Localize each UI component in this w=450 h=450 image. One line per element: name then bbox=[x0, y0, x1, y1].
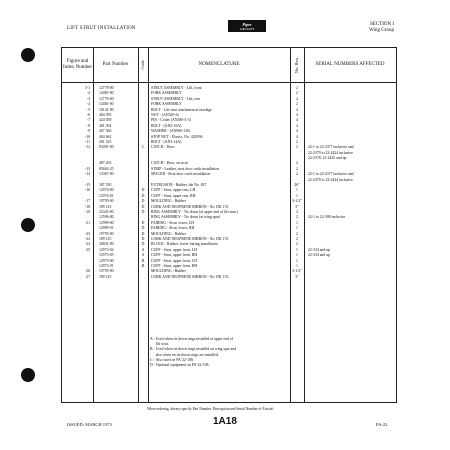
part-number-cell: 189 125 bbox=[99, 274, 112, 279]
serial-cell: 22-1 to 22-2377 inclusive and bbox=[308, 145, 354, 150]
nomenclature-cell: CORK AND NEOPRENE RIBBON - No. DK 153 bbox=[151, 274, 229, 279]
part-number-cell: 13367-00 bbox=[99, 172, 114, 177]
part-number-cell: 12999-01 bbox=[99, 226, 114, 231]
part-number-cell: 20831-00 bbox=[99, 242, 114, 247]
header-code-cell bbox=[138, 48, 148, 82]
serial-cell: 22-334 and up bbox=[308, 247, 330, 252]
nomenclature-cell: NUT - (AN320-6) bbox=[151, 112, 179, 117]
qty-cell: 2 bbox=[296, 172, 298, 177]
index-cell: -25 bbox=[84, 247, 90, 252]
page-title: LIFT STRUT INSTALLATION bbox=[67, 26, 136, 31]
part-number-cell: 401 394 bbox=[99, 123, 112, 128]
qty-cell: 2 bbox=[296, 102, 298, 107]
nomenclature-cell: MOULDING - Rubber bbox=[151, 269, 187, 274]
index-cell: -4 bbox=[86, 102, 90, 107]
nomenclature-cell: WASHER - (AN960-316) bbox=[151, 129, 191, 134]
nomenclature-cell: CATCH - Door, on strut bbox=[151, 161, 188, 166]
nomenclature-cell: FAIRING - Strut, lower, LH bbox=[151, 220, 195, 225]
qty-cell: 2 bbox=[296, 231, 298, 236]
piper-logo bbox=[228, 20, 266, 32]
qty-cell: 1 bbox=[296, 226, 298, 231]
qty-cell: 4 bbox=[296, 107, 298, 112]
part-number-cell: 407 566 bbox=[99, 129, 112, 134]
code-cell: A bbox=[141, 247, 145, 252]
code-cell: D bbox=[141, 231, 145, 236]
table-body bbox=[62, 86, 396, 280]
parts-table bbox=[61, 47, 397, 403]
part-number-cell: 83491-00 bbox=[99, 145, 114, 150]
binder-hole-bottom bbox=[21, 368, 35, 382]
index-cell: -17 bbox=[84, 199, 90, 204]
qty-cell: 1 bbox=[296, 188, 298, 193]
nomenclature-cell: STRUT ASSEMBLY - Lift, rear bbox=[151, 96, 201, 101]
index-cell: -3 bbox=[86, 96, 90, 101]
part-number-cell: 187 350 bbox=[99, 183, 112, 188]
index-cell: -15 bbox=[84, 183, 90, 188]
note-line: C - Also used on PA-22-108. bbox=[150, 357, 194, 362]
part-number-cell: 14481-00 bbox=[99, 91, 114, 96]
serial-cell: 22-2379 to 22-2424 inclusive bbox=[308, 150, 353, 155]
header-qty: No. Req. bbox=[294, 56, 299, 74]
index-cell: -19 bbox=[84, 209, 90, 214]
index-cell: -18 bbox=[84, 204, 90, 209]
qty-cell: 2 bbox=[296, 236, 298, 241]
index-cell: -7 bbox=[86, 118, 90, 123]
qty-cell: 4 bbox=[296, 134, 298, 139]
nomenclature-cell: BOLT - (AN3-16A) bbox=[151, 123, 182, 128]
qty-cell: 4 bbox=[296, 112, 298, 117]
qty-cell: 1 bbox=[296, 258, 298, 263]
serial-cell: 22-1 to 22-308 inclusive bbox=[308, 215, 346, 220]
qty-cell: 2 bbox=[296, 86, 298, 90]
nomenclature-cell: FORK ASSEMBLY bbox=[151, 102, 182, 107]
qty-cell: 4 bbox=[296, 118, 298, 123]
part-number-cell: 12973-00 bbox=[99, 258, 114, 263]
index-cell: -14 bbox=[84, 172, 90, 177]
index-cell: -12 bbox=[84, 145, 90, 150]
code-cell: C bbox=[141, 145, 145, 150]
qty-cell: 2 bbox=[296, 215, 298, 220]
header-qty-cell bbox=[290, 48, 304, 82]
qty-cell: 4 bbox=[296, 123, 298, 128]
binder-hole-middle bbox=[21, 218, 35, 232]
qty-cell: 2 bbox=[296, 161, 298, 166]
part-number-cell: 12973-05 bbox=[99, 253, 114, 258]
index-cell: -11 bbox=[85, 139, 90, 144]
part-number-cell: 404 662 bbox=[99, 134, 112, 139]
notes-block bbox=[150, 337, 350, 368]
nomenclature-cell: RING ASSEMBLY - Tie down (at wing spar) bbox=[151, 215, 221, 220]
note-line: B - Used when tie down rings installed on wing spar and bbox=[150, 347, 237, 352]
nomenclature-cell: BOLT - (AN3-14A) bbox=[151, 139, 182, 144]
issue-date: ISSUED: MARCH 1973 bbox=[67, 422, 112, 427]
code-cell: D bbox=[141, 226, 145, 231]
section-label: SECTION I bbox=[369, 22, 394, 27]
index-cell: -10 bbox=[84, 134, 90, 139]
group-label: Wing Group bbox=[369, 28, 394, 33]
nomenclature-cell: MOULDING - Rubber bbox=[151, 199, 187, 204]
qty-cell: 1 bbox=[296, 193, 298, 198]
nomenclature-cell: RING ASSEMBLY - Tie down (at upper end of lift strut) bbox=[151, 209, 238, 214]
nomenclature-cell: PIN - Cotter (AN380-3-3) bbox=[151, 118, 191, 123]
note-line: also when no tie down rings are installed. bbox=[150, 352, 219, 357]
part-number-cell: 19795-00 bbox=[99, 199, 114, 204]
index-cell: -27 bbox=[84, 274, 90, 279]
model-label: PA-22 bbox=[376, 422, 388, 427]
index-cell: -5 bbox=[86, 107, 90, 112]
nomenclature-cell: FAIRING - Strut, lower, RH bbox=[151, 226, 195, 231]
table-row bbox=[62, 275, 396, 280]
qty-cell: 2 bbox=[296, 242, 298, 247]
code-cell: B bbox=[141, 263, 145, 268]
part-number-cell: 19795-00 bbox=[99, 269, 114, 274]
index-cell: 3-1 bbox=[84, 86, 90, 90]
index-cell: -8 bbox=[86, 123, 90, 128]
part-number-cell: 12974-00 bbox=[99, 188, 114, 193]
code-cell: B bbox=[141, 258, 145, 263]
nomenclature-cell: CUFF - Strut, upper front, RH bbox=[151, 263, 198, 268]
nomenclature-cell: MOULDING - Rubber bbox=[151, 231, 187, 236]
table-header bbox=[62, 48, 396, 83]
part-number-cell: 22345-00 bbox=[99, 209, 114, 214]
qty-cell: 2 bbox=[296, 166, 298, 171]
part-number-cell: 85662-25 bbox=[99, 166, 114, 171]
serial-cell: 22-1 to 22-2377 inclusive and bbox=[308, 172, 354, 177]
part-number-cell: 19795-00 bbox=[99, 231, 114, 236]
index-cell: -13 bbox=[84, 166, 90, 171]
nomenclature-cell: CATCH - Door bbox=[151, 145, 175, 150]
note-line: A - Used when tie down rings installed at upper end of bbox=[150, 337, 233, 341]
nomenclature-cell: CUFF - Strut, upper front, RH bbox=[151, 253, 198, 258]
qty-cell: 2 bbox=[296, 139, 298, 144]
code-cell: D bbox=[141, 188, 145, 193]
part-number-cell: 189 125 bbox=[99, 204, 112, 209]
header-nomenclature: NOMENCLATURE bbox=[198, 62, 240, 67]
serial-cell: 22-2379 to 22-2424 inclusive bbox=[308, 177, 353, 182]
part-number-cell: 12973-04 bbox=[99, 247, 114, 252]
qty-cell: 2 bbox=[296, 91, 298, 96]
index-cell: -2 bbox=[86, 91, 90, 96]
qty-cell: 26" bbox=[294, 183, 300, 188]
logo-text-secondary: AIRCRAFT bbox=[239, 26, 255, 31]
serial-cell: 22-2378, 22-2425 and up bbox=[308, 156, 347, 161]
qty-cell: 1 bbox=[296, 220, 298, 225]
part-number-cell: 12776-00 bbox=[99, 96, 114, 101]
header-serial: SERIAL NUMBERS AFFECTED bbox=[315, 62, 385, 67]
index-cell: -6 bbox=[86, 112, 90, 117]
qty-cell: 3" bbox=[295, 274, 299, 279]
binder-hole-top bbox=[21, 48, 35, 62]
nomenclature-cell: SPACER - Strut door catch installation bbox=[151, 172, 211, 177]
qty-cell: 1 bbox=[296, 247, 298, 252]
part-number-cell: 12999-00 bbox=[99, 220, 114, 225]
nomenclature-cell: CORK AND NEOPRENE RIBBON - No. DK 153 bbox=[151, 204, 229, 209]
qty-cell: 2 bbox=[296, 96, 298, 101]
part-number-cell: 14481-00 bbox=[99, 102, 114, 107]
serial-cell: 22-334 and up bbox=[308, 253, 330, 258]
nomenclature-cell: BLOCK - Rubber, lower fairing installation bbox=[151, 242, 218, 247]
qty-cell: 2 bbox=[296, 145, 298, 150]
code-cell: D bbox=[141, 204, 145, 209]
index-cell: -16 bbox=[84, 188, 90, 193]
nomenclature-cell: FORK ASSEMBLY bbox=[151, 91, 182, 96]
qty-cell: 3-1/2" bbox=[292, 199, 302, 204]
ordering-note: When ordering, always specify Part Number, Description and Serial Number of Aircraft bbox=[147, 407, 274, 411]
header-figure-index: Figure and Index Number bbox=[62, 59, 93, 70]
code-cell: A bbox=[141, 253, 145, 258]
section-header bbox=[344, 22, 394, 34]
index-cell: -22 bbox=[84, 236, 90, 241]
nomenclature-cell: CORK AND NEOPRENE RIBBON - No. DK 153 bbox=[151, 236, 229, 241]
nomenclature-cell: CUFF - Strut, upper rear, RH bbox=[151, 193, 196, 198]
part-number-cell: 10141-00 bbox=[99, 107, 114, 112]
qty-cell: 3-1/2" bbox=[292, 269, 302, 274]
microfiche-code: 1A18 bbox=[213, 416, 237, 427]
part-number-cell: 404 395 bbox=[99, 112, 112, 117]
note-line: lift strut. bbox=[150, 342, 169, 347]
part-number-cell: 487 203 bbox=[99, 161, 112, 166]
part-number-cell: 12973-01 bbox=[99, 263, 114, 268]
part-number-cell: 189 125 bbox=[99, 236, 112, 241]
code-cell: D bbox=[141, 220, 145, 225]
index-cell: -24 bbox=[84, 242, 90, 247]
part-number-cell: 12974-01 bbox=[99, 193, 114, 198]
index-cell: -21 bbox=[84, 220, 90, 225]
index-cell: -26 bbox=[84, 269, 90, 274]
nomenclature-cell: BOLT - Lift strut attachment at fuselage bbox=[151, 107, 212, 112]
code-cell: D bbox=[141, 236, 145, 241]
nomenclature-cell: CUFF - Strut, upper front, LH bbox=[151, 247, 197, 252]
index-cell: -9 bbox=[86, 129, 90, 134]
note-line: D - Optional equipment on PA-22-108. bbox=[150, 363, 210, 368]
part-number-cell: 424 058 bbox=[99, 118, 112, 123]
index-cell: -23 bbox=[84, 231, 90, 236]
header-part-number: Part Number bbox=[102, 62, 129, 67]
part-number-cell: 12596-00 bbox=[99, 215, 114, 220]
nomenclature-cell: EXTRUSION - Rubber, die No. 827 bbox=[151, 183, 207, 188]
qty-cell: 3" bbox=[295, 204, 299, 209]
qty-cell: 4 bbox=[296, 129, 298, 134]
part-number-cell: 12778-00 bbox=[99, 86, 114, 90]
code-cell: D bbox=[141, 209, 145, 214]
code-cell: D bbox=[141, 242, 145, 247]
nomenclature-cell: STRUT ASSEMBLY - Lift, front bbox=[151, 86, 202, 90]
qty-cell: 1 bbox=[296, 253, 298, 258]
code-cell: D bbox=[141, 193, 145, 198]
header-code: Code bbox=[140, 60, 145, 70]
nomenclature-cell: STRIP - Leather, strut door catch installation bbox=[151, 166, 220, 171]
code-cell: D bbox=[141, 199, 145, 204]
nomenclature-cell: CUFF - Strut, upper front, LH bbox=[151, 258, 197, 263]
part-number-cell: 401 335 bbox=[99, 139, 112, 144]
nomenclature-cell: CUFF - Strut, upper rear, LH bbox=[151, 188, 196, 193]
qty-cell: 2 bbox=[296, 209, 298, 214]
logo-text-primary: Piper bbox=[242, 21, 252, 27]
nomenclature-cell: STOP NUT - Elastic, No. 42E094 bbox=[151, 134, 203, 139]
qty-cell: 1 bbox=[296, 263, 298, 268]
